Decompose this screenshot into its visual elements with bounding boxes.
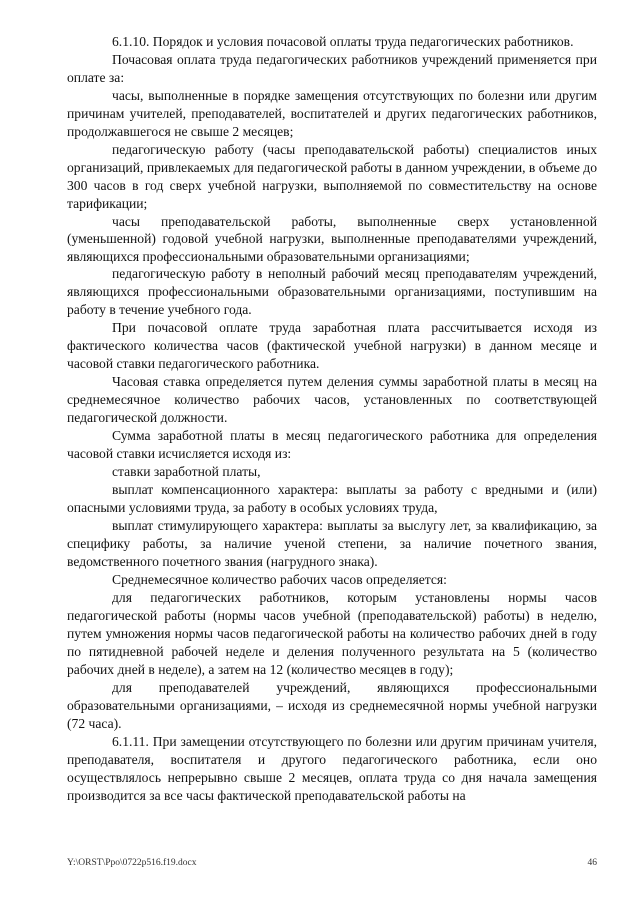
list-item: часы, выполненные в порядке замещения отсутствующих по болезни или другим причинам учителей, преподавателей, воспитателей и других педагогических работников, продолжавшегося не свыше 2 месяцев; bbox=[67, 88, 597, 139]
paragraph: Среднемесячное количество рабочих часов определяется: bbox=[112, 572, 447, 588]
paragraph: Часовая ставка определяется путем деления суммы заработной платы в месяц на среднемесячное количество рабочих часов, установленных по соответствующей педагогической должности. bbox=[67, 374, 597, 426]
paragraph: При почасовой оплате труда заработная плата рассчитывается исходя из фактического количества часов (фактической учебной нагрузки) в данном месяце и часовой ставки педагогического работника. bbox=[67, 320, 597, 372]
section-heading-6-1-11: 6.1.11. При замещении отсутствующего по болезни или другим причинам учителя, преподавателя, воспитателя и другого педагогического работника, если оно осуществлялось непрерывно свыше 2 месяцев, оплата труда со дня начала замещения производится за все часы фактической преподавательской работы на bbox=[67, 734, 597, 804]
page-number: 46 bbox=[587, 858, 597, 868]
list-item: педагогическую работу (часы преподавательской работы) специалистов иных организаций, привлекаемых для педагогической работы в данном учреждении, в объеме до 300 часов в год сверх учебной нагрузки, выполняемой по совместительству на основе тарификации; bbox=[67, 142, 597, 211]
document-body bbox=[67, 33, 597, 805]
list-item: часы преподавательской работы, выполненные сверх установленной (уменьшенной) годовой учебной нагрузки, выполненные преподавателями учреждений, являющихся профессиональными образовательными организациями; bbox=[67, 214, 597, 264]
list-item: педагогическую работу в неполный рабочий месяц преподавателям учреждений, являющихся профессиональными образовательными организациями, поступившим на работу в течение учебного года. bbox=[67, 266, 597, 318]
list-item: выплат компенсационного характера: выплаты за работу с вредными и (или) опасными условиями труда, за работу в особых условиях труда, bbox=[67, 482, 597, 516]
paragraph: Почасовая оплата труда педагогических работников учреждений применяется при оплате за: bbox=[67, 52, 597, 85]
list-item: для педагогических работников, которым установлены нормы часов педагогической работы (нормы часов учебной (преподавательской) работы) в неделю, путем умножения нормы часов педагогической работы на количество рабочих дней в году по пятидневной рабочей неделе и деления полученного результата на 5 (количество рабочих дней в неделе), а затем на 12 (количество месяцев в году); bbox=[67, 590, 597, 678]
paragraph: Сумма заработной платы в месяц педагогического работника для определения часовой ставки исчисляется исходя из: bbox=[67, 428, 597, 462]
list-item: выплат стимулирующего характера: выплаты за выслугу лет, за квалификацию, за специфику работы, за наличие ученой степени, за наличие почетного звания, ведомственного почетного звания (нагрудного знака). bbox=[67, 518, 597, 570]
list-item: ставки заработной платы, bbox=[112, 464, 261, 480]
list-item: для преподавателей учреждений, являющихся профессиональными образовательными организациями, – исходя из среднемесячной нормы учебной нагрузки (72 часа). bbox=[67, 680, 597, 732]
section-heading-6-1-10: 6.1.10. Порядок и условия почасовой оплаты труда педагогических работников. bbox=[112, 34, 574, 49]
file-path: Y:\ORST\Ppo\0722p516.f19.docx bbox=[67, 858, 197, 868]
